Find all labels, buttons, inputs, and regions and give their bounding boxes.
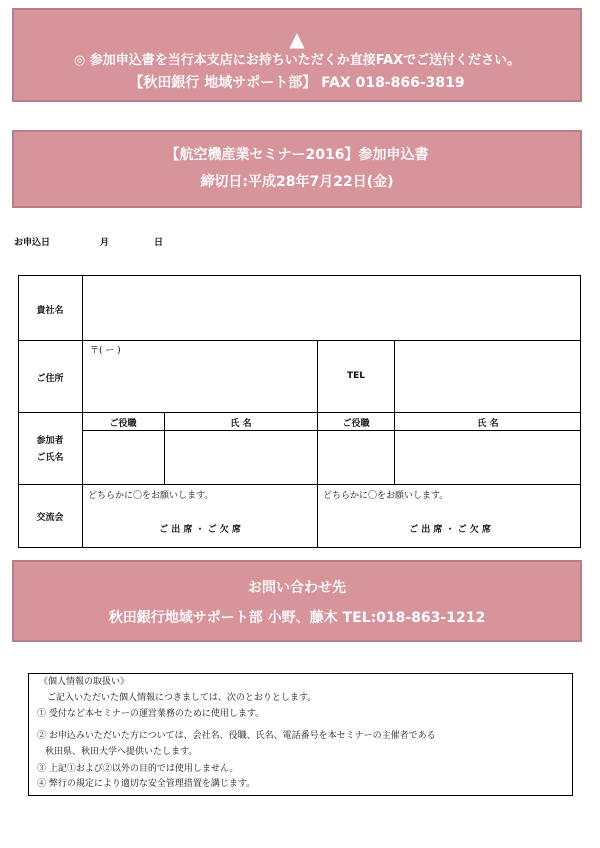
- application-form-table: [18, 275, 581, 548]
- company-name-label: 貴社名: [36, 306, 64, 316]
- attendee-label-line2: ご氏名: [36, 453, 64, 463]
- form-title: 【航空機産業セミナー2016】参加申込書: [165, 147, 429, 163]
- address-label: ご住所: [36, 374, 64, 384]
- fax-instruction-banner: [12, 8, 582, 102]
- fax-instruction-text: ◎ 参加申込書を当行本支店にお持ちいただくか直接FAXでご送付ください。: [73, 53, 521, 68]
- postal-code-field[interactable]: 〒( ー ): [90, 346, 121, 356]
- tel-label: TEL: [346, 371, 366, 381]
- exchange-choice-2[interactable]: ご 出 席 ・ ご 欠 席: [409, 525, 491, 535]
- exchange-instruction-2: どちらかに〇をお願いします。: [323, 491, 449, 501]
- contact-detail: 秋田銀行地域サポート部 小野、藤木 TEL:018-863-1212: [108, 610, 486, 626]
- privacy-policy-box: [28, 673, 573, 796]
- position-header-1: ご役職: [109, 419, 137, 429]
- position-header-2: ご役職: [342, 419, 370, 429]
- privacy-item-3: ③ 上記①および②以外の目的では使用しません。: [37, 764, 239, 774]
- contact-title: お問い合わせ先: [248, 580, 346, 596]
- privacy-intro: ご記入いただいた個人情報につきましては、次のとおりとします。: [47, 693, 317, 703]
- exchange-choice-1[interactable]: ご 出 席 ・ ご 欠 席: [159, 525, 241, 535]
- attendee-label-line1: 参加者: [36, 436, 64, 446]
- name-header-1: 氏 名: [230, 419, 252, 429]
- privacy-title: 《個人情報の取扱い》: [39, 677, 130, 687]
- day-label: 日: [154, 238, 164, 248]
- application-date-label: お申込日: [14, 238, 51, 248]
- privacy-item-2a: ② お申込みいただいた方については、会社名、役職、氏名、電話番号を本セミナーの主催者である: [37, 731, 436, 741]
- up-triangle-icon: ▲: [289, 27, 305, 51]
- title-banner: [12, 130, 582, 208]
- exchange-label: 交流会: [36, 513, 64, 523]
- deadline-text: 締切日:平成28年7月22日(金): [200, 174, 394, 190]
- privacy-item-4: ④ 弊行の規定により適切な安全管理措置を講じます。: [37, 779, 256, 789]
- fax-number-text: 【秋田銀行 地域サポート部】 FAX 018-866-3819: [129, 75, 465, 91]
- contact-banner: [12, 560, 582, 642]
- privacy-item-1: ① 受付など本セミナーの運営業務のために使用します。: [37, 709, 265, 719]
- exchange-instruction-1: どちらかに〇をお願いします。: [88, 491, 214, 501]
- form-grid-lines: [18, 275, 581, 548]
- name-header-2: 氏 名: [477, 419, 499, 429]
- privacy-item-2b: 秋田県、秋田大学へ提供いたします。: [45, 747, 198, 757]
- month-label: 月: [100, 238, 110, 248]
